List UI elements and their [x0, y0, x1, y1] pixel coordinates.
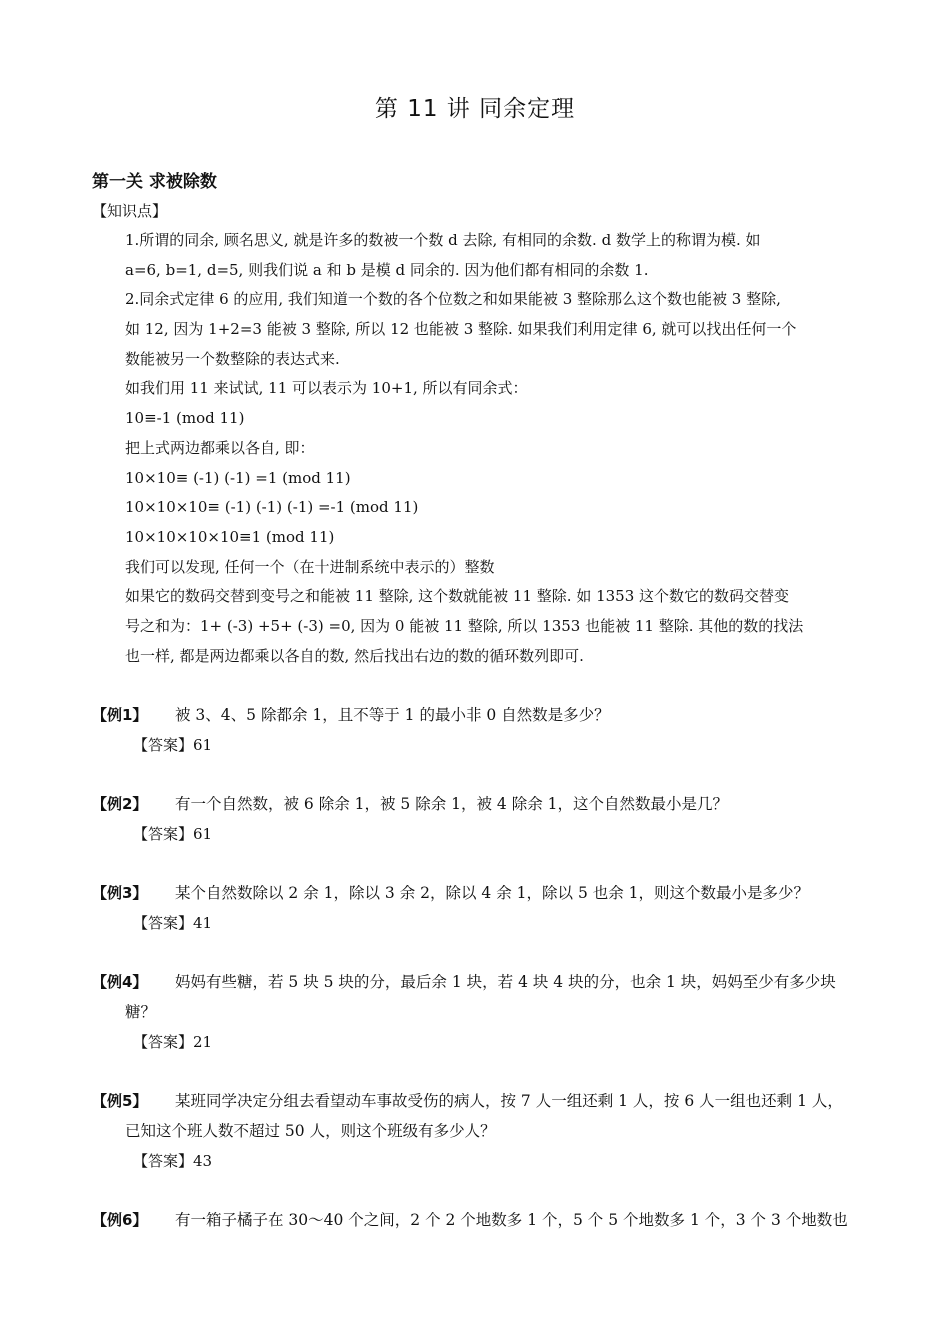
knowledge-text: [125, 226, 875, 671]
page-title: 第 11 讲 同余定理: [374, 96, 576, 122]
example-question-continued: 糖？: [125, 1003, 157, 1021]
example-label: 【例2】: [92, 795, 148, 813]
example-label: 【例4】: [92, 973, 148, 991]
answer-value: 43: [193, 1152, 213, 1170]
example-answer: [92, 730, 882, 760]
knowledge-line: 10×10×10≡ (-1) (-1) (-1) =-1 (mod 11): [125, 498, 419, 517]
knowledge-line: 把上式两边都乘以各自, 即：: [125, 438, 315, 457]
knowledge-line: 如 12, 因为 1+2=3 能被 3 整除, 所以 12 也能被 3 整除. 如果我们利用定律 6, 就可以找出任何一个: [125, 320, 797, 339]
example-answer: [92, 908, 882, 938]
answer-value: 21: [193, 1033, 213, 1051]
example-question: 某个自然数除以 2 余 1，除以 3 余 2，除以 4 余 1，除以 5 也余 1，则这个数最小是多少？: [175, 884, 810, 902]
section-heading: 第一关 求被除数: [92, 172, 217, 192]
example-1: [92, 700, 882, 760]
knowledge-line: 如我们用 11 来试试, 11 可以表示为 10+1, 所以有同余式：: [125, 379, 528, 398]
example-5: [92, 1086, 882, 1176]
example-question: 某班同学决定分组去看望动车事故受伤的病人，按 7 人一组还剩 1 人，按 6 人一组也还剩 1 人，: [175, 1092, 843, 1110]
knowledge-line: 如果它的数码交替到变号之和能被 11 整除, 这个数就能被 11 整除. 如 1353 这个数它的数码交替变: [125, 587, 790, 606]
knowledge-line: 2.同余式定律 6 的应用, 我们知道一个数的各个位数之和如果能被 3 整除那么这个数也能被 3 整除,: [125, 290, 781, 309]
knowledge-line: 号之和为：1+ (-3) +5+ (-3) =0, 因为 0 能被 11 整除, 所以 1353 也能被 11 整除. 其他的数的找法: [125, 616, 804, 635]
example-question: 被 3、4、5 除都余 1，且不等于 1 的最小非 0 自然数是多少？: [175, 706, 610, 724]
answer-label: 【答案】: [133, 914, 194, 932]
knowledge-line: 10×10×10×10≡1 (mod 11): [125, 527, 335, 546]
example-label: 【例3】: [92, 884, 148, 902]
knowledge-line: 也一样, 都是两边都乘以各自的数, 然后找出右边的数的循环数列即可.: [125, 646, 584, 665]
answer-label: 【答案】: [133, 736, 194, 754]
example-4: [92, 967, 882, 1057]
knowledge-line: 1.所谓的同余, 顾名思义, 就是许多的数被一个数 d 去除, 有相同的余数. d 数学上的称谓为模. 如: [125, 231, 761, 249]
knowledge-line: 我们可以发现, 任何一个（在十进制系统中表示的）整数: [125, 557, 495, 576]
example-question-continued: 已知这个班人数不超过 50 人，则这个班级有多少人？: [125, 1122, 496, 1140]
knowledge-line: 数能被另一个数整除的表达式来.: [125, 349, 340, 368]
example-question: 有一箱子橘子在 30～40 个之间，2 个 2 个地数多 1 个，5 个 5 个地数多 1 个，3 个 3 个地数也: [175, 1211, 848, 1229]
knowledge-label: 【知识点】: [92, 202, 168, 220]
example-label: 【例6】: [92, 1211, 148, 1229]
knowledge-line: 10≡-1 (mod 11): [125, 409, 245, 428]
example-2: [92, 789, 882, 849]
answer-value: 61: [193, 736, 213, 754]
answer-label: 【答案】: [133, 1152, 194, 1170]
knowledge-line: a=6, b=1, d=5, 则我们说 a 和 b 是模 d 同余的. 因为他们都有相同的余数 1.: [125, 260, 649, 279]
example-label: 【例1】: [92, 706, 148, 724]
answer-label: 【答案】: [133, 825, 194, 843]
example-answer: [92, 819, 882, 849]
answer-value: 41: [193, 914, 213, 932]
answer-label: 【答案】: [133, 1033, 194, 1051]
example-question: 有一个自然数，被 6 除余 1，被 5 除余 1，被 4 除余 1，这个自然数最小是几？: [175, 795, 729, 813]
example-6: [92, 1205, 882, 1235]
example-3: [92, 878, 882, 938]
example-label: 【例5】: [92, 1092, 148, 1110]
answer-value: 61: [193, 825, 213, 843]
example-question: 妈妈有些糖，若 5 块 5 块的分，最后余 1 块，若 4 块 4 块的分，也余 1 块，妈妈至少有多少块: [175, 973, 836, 991]
example-answer: [92, 1146, 882, 1176]
knowledge-line: 10×10≡ (-1) (-1) =1 (mod 11): [125, 468, 351, 487]
example-answer: [92, 1027, 882, 1057]
